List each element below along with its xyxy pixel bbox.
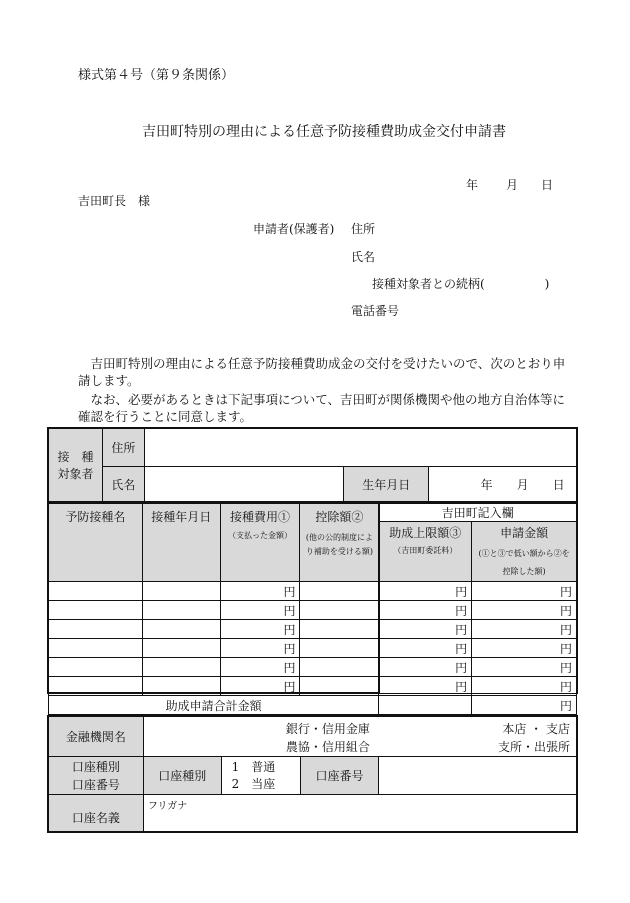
birth-date-label: 生年月日 (344, 467, 429, 503)
cost-field[interactable]: 円 (220, 601, 300, 620)
limit-field[interactable]: 円 (379, 677, 472, 696)
request-field[interactable]: 円 (472, 601, 577, 620)
account-number-field[interactable] (379, 757, 577, 795)
page-title: 吉田町特別の理由による任意予防接種費助成金交付申請書 (142, 124, 506, 140)
subject-address-label: 住所 (102, 429, 144, 467)
total-yen[interactable]: 円 (472, 696, 577, 715)
branch-type-line2: 支所・出張所 (497, 740, 570, 754)
vaccination-date-field[interactable] (142, 601, 220, 620)
total-blank (379, 696, 472, 715)
header-vaccination-date: 接種年月日 (142, 504, 220, 582)
header-town-section: 吉田町記入欄 (379, 504, 577, 522)
header-request-label: 申請金額 (500, 526, 549, 540)
vaccine-name-field[interactable] (49, 658, 143, 677)
institution-field[interactable] (143, 717, 576, 757)
limit-field[interactable]: 円 (379, 601, 472, 620)
header-deduction-label: 控除額② (315, 510, 364, 524)
vaccination-date-field[interactable] (142, 658, 220, 677)
vaccine-name-field[interactable] (49, 677, 143, 696)
date-month: 月 (506, 178, 519, 192)
vaccination-row (49, 639, 577, 658)
header-cost (220, 504, 300, 582)
bank-type-line2: 農協・信用組合 (285, 740, 370, 754)
account-number-label: 口座番号 (300, 757, 379, 795)
vaccine-name-field[interactable] (49, 601, 143, 620)
subject-name-field[interactable] (144, 467, 344, 503)
header-cost-note: （支払った金額） (228, 531, 293, 540)
account-holder-field[interactable] (143, 795, 576, 833)
paragraph-request: 吉田町特別の理由による任意予防接種費助成金の交付を受けたいので、次のとおり申請します。 (78, 356, 566, 388)
cost-field[interactable]: 円 (220, 677, 300, 696)
vaccine-name-field[interactable] (49, 582, 143, 601)
deduction-field[interactable] (300, 601, 379, 620)
limit-field[interactable]: 円 (379, 620, 472, 639)
account-group-label: 口座種別 口座番号 (49, 757, 144, 795)
request-field[interactable]: 円 (472, 620, 577, 639)
header-cost-label: 接種費用① (230, 510, 291, 524)
limit-field[interactable]: 円 (379, 639, 472, 658)
applicant-label: 申請者(保護者) (253, 222, 335, 236)
vaccination-date-field[interactable] (142, 639, 220, 658)
header-limit-note: （吉田町委託料） (393, 546, 458, 555)
header-deduction-note: (他の公的制度により補助を受ける額) (305, 533, 373, 556)
date-year: 年 (466, 178, 479, 192)
account-type-ordinary[interactable]: 1 普通 (231, 759, 276, 774)
applicant-phone-label: 電話番号 (351, 304, 400, 318)
paragraph-consent: なお、必要があるときは下記事項について、吉田町が関係機関や他の地方自治体等に確認を行うことに同意します。 (78, 392, 566, 424)
deduction-field[interactable] (300, 620, 379, 639)
request-field[interactable]: 円 (472, 582, 577, 601)
applicant-address-label: 住所 (351, 222, 376, 236)
institution-label: 金融機関名 (49, 717, 144, 757)
request-field[interactable]: 円 (472, 677, 577, 696)
branch-type-line1: 本店 ・ 支店 (502, 722, 570, 736)
vaccination-date-field[interactable] (142, 582, 220, 601)
branch-type-options (498, 720, 570, 756)
account-type-current[interactable]: 2 当座 (231, 776, 276, 791)
vaccine-name-field[interactable] (49, 620, 143, 639)
deduction-field[interactable] (300, 658, 379, 677)
vaccination-row (49, 601, 577, 620)
limit-field[interactable]: 円 (379, 658, 472, 677)
deduction-field[interactable] (300, 582, 379, 601)
birth-date-field[interactable]: 年 月 日 (429, 467, 577, 503)
vaccination-row (49, 658, 577, 677)
cost-field[interactable]: 円 (220, 639, 300, 658)
header-deduction (300, 504, 379, 582)
vaccination-row (49, 582, 577, 601)
header-request (472, 522, 577, 582)
date-day: 日 (541, 178, 554, 192)
deduction-field[interactable] (300, 639, 379, 658)
furigana-label: フリガナ (147, 801, 188, 812)
account-type-options[interactable] (221, 757, 300, 795)
subject-address-field[interactable] (144, 429, 576, 467)
total-label: 助成申請合計金額 (49, 696, 379, 715)
deduction-field[interactable] (300, 677, 379, 696)
vaccine-name-field[interactable] (49, 639, 143, 658)
applicant-name-label: 氏名 (351, 250, 376, 264)
header-limit-label: 助成上限額③ (389, 526, 462, 540)
subject-name-label: 氏名 (102, 467, 144, 503)
account-type-label: 口座種別 (143, 757, 221, 795)
account-holder-label: 口座名義 (49, 795, 144, 833)
vaccination-table (48, 503, 577, 715)
vaccination-date-field[interactable] (142, 620, 220, 639)
cost-field[interactable]: 円 (220, 582, 300, 601)
cost-field[interactable]: 円 (220, 658, 300, 677)
bank-table (48, 716, 577, 833)
request-field[interactable]: 円 (472, 658, 577, 677)
request-field[interactable]: 円 (472, 639, 577, 658)
form-number: 様式第４号（第９条関係） (78, 68, 235, 83)
bank-type-line1: 銀行・信用金庫 (285, 722, 370, 736)
header-vaccine-name: 予防接種名 (49, 504, 143, 582)
vaccination-row (49, 677, 577, 696)
vaccination-row (49, 620, 577, 639)
cost-field[interactable]: 円 (220, 620, 300, 639)
limit-field[interactable]: 円 (379, 582, 472, 601)
subject-group-label: 接 種 対象者 (49, 429, 103, 503)
subject-table (48, 428, 577, 503)
vaccination-date-field[interactable] (142, 677, 220, 696)
applicant-relation-label: 接種対象者との続柄( ) (372, 277, 550, 291)
addressee: 吉田町長 様 (78, 194, 151, 208)
header-request-note: (①と③で低い額から②を控除した額) (478, 549, 570, 576)
header-limit (379, 522, 472, 582)
bank-type-options (286, 720, 370, 756)
